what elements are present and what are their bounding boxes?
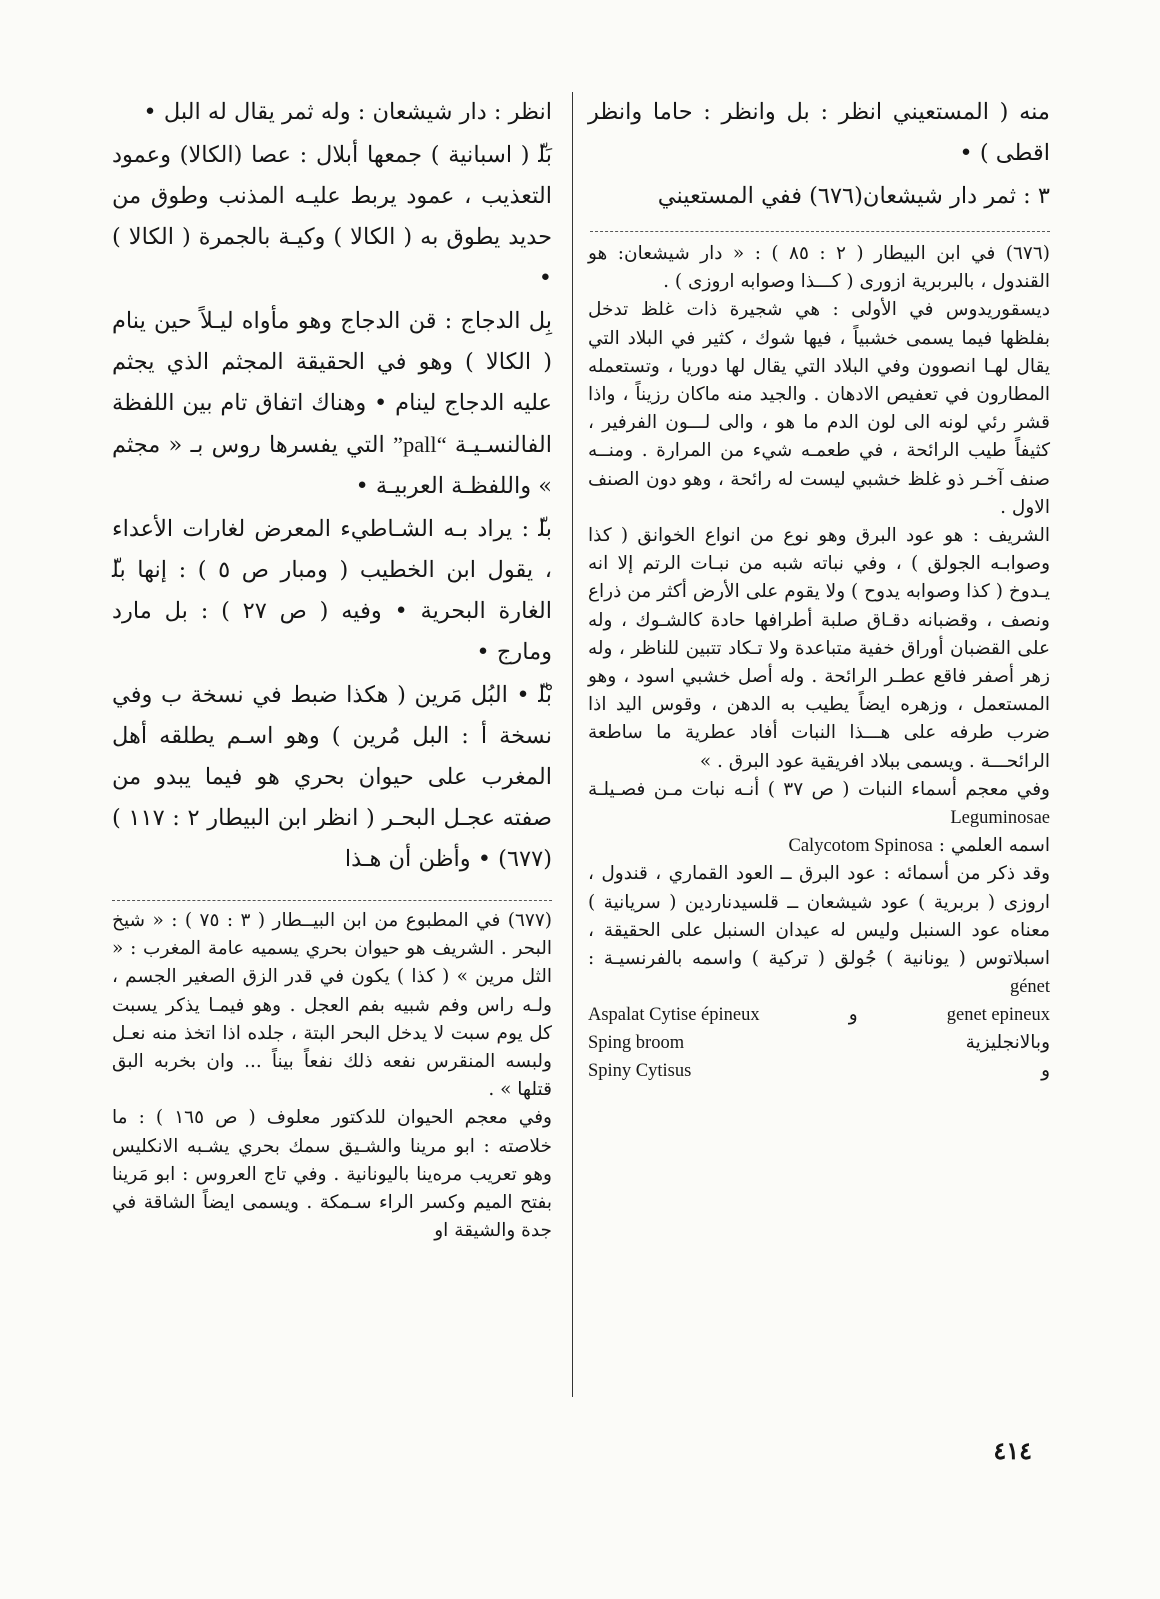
paragraph: انظر : دار شيشعان : وله ثمر يقال له البل • <box>143 99 552 125</box>
footnote-677 <box>112 907 552 1245</box>
paragraph-text: بِل الدجاج : قن الدجاج وهو مأواه ليـلاً حين ينام ( الكالا ) وهو في الحقيقة المجثم الذي يجثم عليه الدجاج لينام • وهناك اتفاق تام بين اللفظة الفالنسـيـة <box>112 308 553 458</box>
latin-family-name: Leguminosae <box>950 808 1050 829</box>
footnote-text: اسمه العلمي : <box>938 835 1050 857</box>
latin-french-1: génet <box>1009 977 1050 998</box>
page-number: ٤١٤ <box>993 1436 1032 1465</box>
footnote-paragraph <box>588 832 1050 860</box>
paragraph: بَل‍ّ ( اسبانية ) جمعها أبلال : عصا (الكالا) وعمود التعذيب ، عمود يربط عليـه المذنب وطوق من حديد يطوق به ( الكالا ) وكيـة بالجمرة ( الكالا ) • <box>112 142 552 291</box>
footnote-text: وفي معجم أسماء النبات ( ص ٣٧ ) أنـه نبات مـن فصـيلـة <box>588 778 1050 800</box>
latin-names-block <box>588 1001 1050 1085</box>
paragraph: بل‍ّ : يراد بـه الشـاطيء المعرض لغارات الأعداء ، يقول ابن الخطيب ( ومبار ص ٥ ) : إنها بل‍ّ الغارة البحرية • وفيه ( ص ٢٧ ) : بل مارد ومارج • <box>112 516 552 665</box>
footnote-paragraph: وفي معجم الحيوان للدكتور معلوف ( ص ١٦٥ ) : ما خلاصته : ابو مرينا والشـيق سمك بحري يشـبه الانكليس وهو تعريب مرەينا باليونانية . وفي تاج العروس : ابو مَرينا بفتح الميم وكسر الراء سـمكة . ويسمى ايضاً الشاقة في جدة والشيقة او <box>112 1107 552 1242</box>
english-label: وبالانجليزية <box>965 1032 1050 1054</box>
left-main-text <box>112 92 552 880</box>
footnote-paragraph: الشريف : هو عود البرق وهو نوع من انواع الخوانق ( كذا وصوابـه الجولق ) ، وفي نباته شبه من نبـات الرتم إلا انه يـدوخ ( كذا وصوابه يدوح ) ولا يقوم على الأرض أكثر من ذراع ونصف ، وقضبانه دقـاق صلبة أطرافها حادة كالشـوك ، وله على القضبان أوراق خفية متباعدة ولا تـكاد تتبين للناظر ، وله زهر أصفر فاقع عطـر الرائحة . وله أصل خشبي اسود ، وهو المستعمل ، وزهره ايضاً يطيب به الدهن ، وقوس اليد اذا ضرب طرفه على هـــذا النبات أفاد عطرية ما ساطعة الرائحـــة . ويسمى ببلاد افريقية عود البرق . » <box>588 525 1050 772</box>
footnote-separator <box>112 900 552 901</box>
latin-french-3: genet epineux <box>946 1005 1050 1026</box>
conjunction: و <box>848 1004 858 1026</box>
paragraph <box>112 301 552 507</box>
paragraph: ٣ : ثمر دار شيشعان(٦٧٦) ففي المستعيني <box>657 183 1050 209</box>
latin-scientific-name: Calycotom Spinosa <box>788 836 933 857</box>
footnote-676 <box>588 240 1050 1085</box>
footnote-text: وقد ذكر من أسمائه : عود البرق ــ العود القماري ، قندول ، اروزى ( بربرية ) عود شيشعان ــ قلسيدناردين ( سريانية ) معناه عود السنبل وليس له عيدان السنبل على الحقيقة ، اسبلاتوس ( يونانية ) جُولق ( تركية ) واسمه بالفرنسيـة : <box>588 863 1050 970</box>
left-column <box>112 92 552 1245</box>
footnote-paragraph: ديسقوريدوس في الأولى : هي شجيرة ذات غلظ تدخل بفلظها فيما يسمى خشبياً ، فيها شوك ، كثير في البلاد التي يقال لهـا انصوون وفي البلاد التي يقال لها دوريا ، وتستعمله المطارون في تعفيص الادهان . والجيد منه ماكان رزيناً ، واذا قشر رئي لونه الى لون الدم ما هو ، والى لـــون الفرفير ، كثيفاً طيب الرائحة ، في طعمـه شيء من المرارة . ومنــه صنف آخـر ذو غلظ خشبي ليست له رائحة ، وهو دون الصنف الاول . <box>588 299 1050 518</box>
right-column <box>588 92 1050 1085</box>
footnote-paragraph: (٦٧٦) في ابن البيطار ( ٢ : ٨٥ ) : « دار شيشعان: هو القندول ، بالبربرية ازورى ( كـــذا وصوابه اروزى ) . <box>588 243 1050 293</box>
latin-english-2: Spiny Cytisus <box>588 1061 692 1082</box>
latin-english-1: Sping broom <box>588 1033 685 1054</box>
paragraph: منه ( المستعيني انظر : بل وانظر : حاما وانظر اقطى ) • <box>588 99 1050 166</box>
paragraph-text: التي يفسرها روس بـ « مجثم » واللفظـة العربيـة • <box>112 432 552 499</box>
latin-word-pall: “pall” <box>392 432 447 457</box>
footnote-paragraph <box>588 860 1050 1001</box>
conjunction: و <box>1041 1060 1050 1082</box>
column-divider <box>572 92 573 1397</box>
footnote-paragraph: (٦٧٧) في المطبوع من ابن البيــطار ( ٣ : ٧٥ ) : « شيخ البحر . الشريف هو حيوان بحري يسميه عامة المغرب : « الثل مرين » ( كذا ) يكون في قدر الزق الصغير الجسم ، ولـه راس وفم شبيه بفم العجل . وهو فيمـا يذكر يسبت كل يوم سبت لا يدخل البحر البتة ، جلده اذا اتخذ منه نعـل ولبسه المنقرس نفعه ذلك نفعاً بيناً ... وان بخربه البق قتلها » . <box>112 910 552 1101</box>
footnote-separator <box>590 231 1050 232</box>
paragraph: بْل‍ّ • البُل مَرين ( هكذا ضبط في نسخة ب وفي نسخة أ : البل مُرين ) وهو اسـم يطلقه أهل المغرب على حيوان بحري هو فيما يبدو من صفته عجـل البحـر ( انظر ابن البيطار ٢ : ١١٧ )(٦٧٧) • وأظن أن هـذا <box>112 682 552 872</box>
footnote-paragraph <box>588 776 1050 832</box>
right-main-text <box>588 92 1050 217</box>
latin-french-2: Aspalat Cytise épineux <box>588 1005 760 1026</box>
